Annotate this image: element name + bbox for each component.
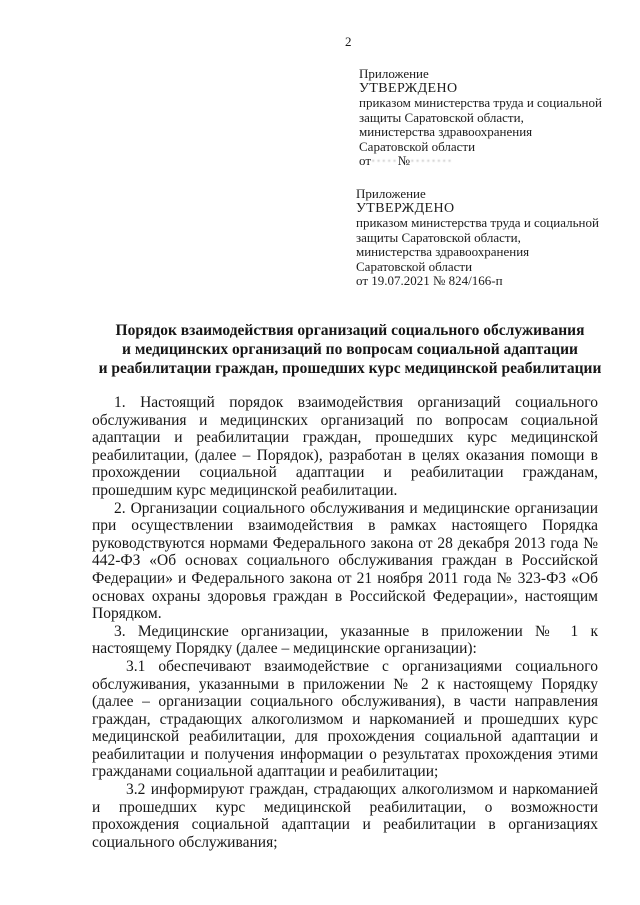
title-line: и медицинских организаций по вопросам социальной адаптации — [122, 341, 578, 358]
paragraph-3-1: 3.1 обеспечивают взаимодействие с организациями социального обслуживания, указанными в приложении № 2 к настоящему Порядку (далее – организации социального обслуживания), в части направления граждан, страдающих алкоголизмом и наркоманией и прошедших курс медицинской реабилитации, для прохождения социальной адаптации и реабилитации и получения информации о результатах прохождения этими гражданами социальной адаптации и реабилитации; — [92, 657, 598, 781]
paragraph-2: 2. Организации социального обслуживания и медицинские организации при осуществлении взаимодействия в рамках настоящего Порядка руководствуются нормами Федерального закона от 28 декабря 2013 года № 442-ФЗ «Об основах социального обслуживания граждан в Российской Федерации» и Федерального закона от 21 ноября 2011 года № 323-ФЗ «Об основах охраны здоровья граждан в Российской Федерации», настоящим Порядком. — [92, 499, 598, 623]
stamp-approved: УТВЕРЖДЕНО — [359, 80, 458, 96]
stamp-line: министерства здравоохранения — [356, 244, 530, 259]
page-number: 2 — [345, 34, 352, 49]
stamp-line: министерства здравоохранения — [359, 124, 533, 139]
stamp-line: защиты Саратовской области, — [359, 109, 524, 125]
approval-stamp-2 — [356, 187, 599, 289]
number-sign: № — [397, 153, 411, 168]
stamp-date-line: от 19.07.2021 № 824/166-п — [356, 273, 503, 288]
title-line: и реабилитации граждан, прошедших курс медицинской реабилитации — [98, 360, 602, 377]
stamp-label: Приложение — [356, 186, 426, 201]
stamp-date-line — [359, 154, 602, 169]
approval-stamp-1 — [359, 67, 602, 169]
paragraph-1: 1. Настоящий порядок взаимодействия организаций социального обслуживания и медицинских организаций по вопросам социальной адаптации и реабилитации граждан, прошедших курс медицинской реабилитации, (далее – Порядок), разработан в целях оказания помощи в прохождении социальной адаптации и реабилитации гражданам, прошедшим курс медицинской реабилитации. — [92, 394, 598, 499]
document-title — [80, 321, 620, 378]
stamp-label: Приложение — [359, 66, 429, 81]
stamp-line: приказом министерства труда и социальной — [359, 95, 602, 110]
paragraph-3: 3. Медицинские организации, указанные в приложении № 1 к настоящему Порядку (далее – медицинские организации): — [92, 622, 598, 658]
stamp-line: приказом министерства труда и социальной — [356, 215, 599, 230]
redacted-date: ····· — [371, 153, 398, 168]
title-line: Порядок взаимодействия организаций социального обслуживания — [115, 322, 585, 339]
document-body — [92, 394, 598, 851]
stamp-approved: УТВЕРЖДЕНО — [356, 200, 455, 216]
paragraph-3-2: 3.2 информируют граждан, страдающих алкоголизмом и наркоманией и прошедших курс медицинской реабилитации, о возможности прохождения социальной адаптации и реабилитации в организациях социального обслуживания; — [92, 781, 598, 851]
redacted-number: ········ — [410, 153, 453, 168]
stamp-line: Саратовской области — [356, 258, 473, 274]
date-prefix: от — [359, 153, 372, 168]
stamp-line: Саратовской области — [359, 138, 476, 154]
stamp-line: защиты Саратовской области, — [356, 229, 521, 245]
